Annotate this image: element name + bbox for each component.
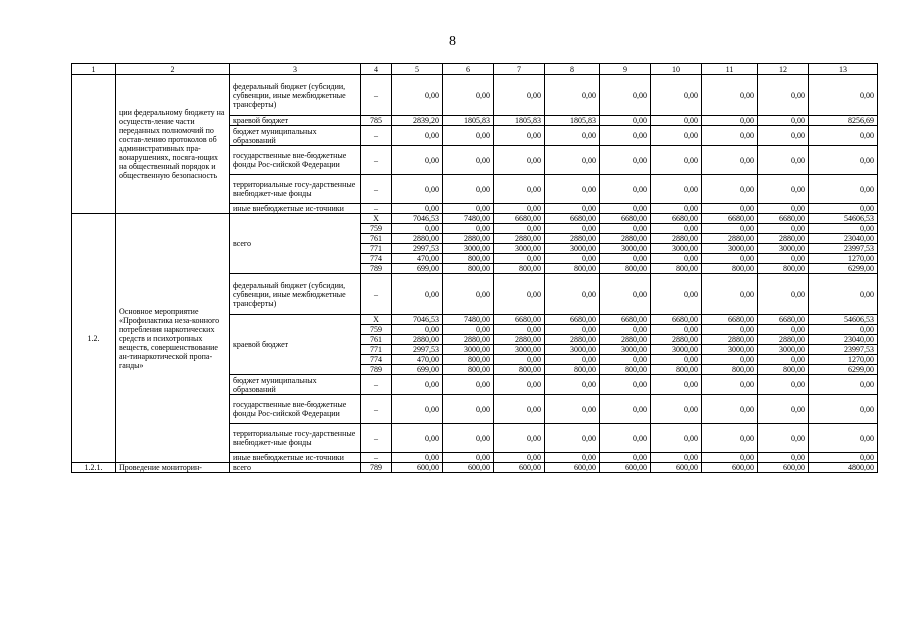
budget-code: – xyxy=(361,175,392,204)
value-cell: 0,00 xyxy=(600,325,651,335)
value-cell: 0,00 xyxy=(494,375,545,395)
value-cell: 0,00 xyxy=(702,325,758,335)
item-number: 1.2. xyxy=(72,214,116,463)
column-header: 9 xyxy=(600,64,651,75)
value-cell: 6680,00 xyxy=(651,315,702,325)
value-cell: 800,00 xyxy=(443,264,494,274)
value-cell: 800,00 xyxy=(443,355,494,365)
value-cell: 6680,00 xyxy=(545,214,600,224)
value-cell: 0,00 xyxy=(600,395,651,424)
value-cell: 0,00 xyxy=(600,453,651,463)
value-cell: 3000,00 xyxy=(702,244,758,254)
funding-source: краевой бюджет xyxy=(230,315,361,375)
value-cell: 0,00 xyxy=(545,175,600,204)
value-cell: 600,00 xyxy=(758,463,809,473)
value-cell: 0,00 xyxy=(392,424,443,453)
value-cell: 1270,00 xyxy=(809,254,878,264)
value-cell: 0,00 xyxy=(494,395,545,424)
value-cell: 2880,00 xyxy=(758,335,809,345)
value-cell: 0,00 xyxy=(758,274,809,315)
value-cell: 0,00 xyxy=(545,75,600,116)
funding-source: бюджет муниципальных образований xyxy=(230,375,361,395)
value-cell: 0,00 xyxy=(758,325,809,335)
budget-code: 761 xyxy=(361,234,392,244)
value-cell: 0,00 xyxy=(600,126,651,146)
value-cell: 600,00 xyxy=(600,463,651,473)
value-cell: 0,00 xyxy=(758,75,809,116)
value-cell: 0,00 xyxy=(758,126,809,146)
value-cell: 0,00 xyxy=(651,175,702,204)
value-cell: 0,00 xyxy=(392,395,443,424)
value-cell: 0,00 xyxy=(443,224,494,234)
value-cell: 2880,00 xyxy=(758,234,809,244)
value-cell: 0,00 xyxy=(600,175,651,204)
value-cell: 0,00 xyxy=(702,254,758,264)
value-cell: 3000,00 xyxy=(494,345,545,355)
value-cell: 6299,00 xyxy=(809,264,878,274)
measure-name: Основное мероприятие «Профилактика неза-конного потребления наркотических средств и психотропных веществ, совершенствование ан-тинаркотической пропа-ганды» xyxy=(116,214,230,463)
funding-source: иные внебюджетные ис-точники xyxy=(230,204,361,214)
value-cell: 2880,00 xyxy=(702,234,758,244)
value-cell: 600,00 xyxy=(494,463,545,473)
value-cell: 3000,00 xyxy=(600,345,651,355)
value-cell: 0,00 xyxy=(600,204,651,214)
value-cell: 0,00 xyxy=(392,126,443,146)
value-cell: 800,00 xyxy=(494,264,545,274)
value-cell: 699,00 xyxy=(392,264,443,274)
value-cell: 0,00 xyxy=(494,204,545,214)
item-number: 1.2.1. xyxy=(72,463,116,473)
value-cell: 600,00 xyxy=(392,463,443,473)
value-cell: 800,00 xyxy=(758,365,809,375)
value-cell: 0,00 xyxy=(392,274,443,315)
value-cell: 699,00 xyxy=(392,365,443,375)
value-cell: 800,00 xyxy=(600,264,651,274)
value-cell: 3000,00 xyxy=(600,244,651,254)
value-cell: 800,00 xyxy=(494,365,545,375)
value-cell: 0,00 xyxy=(392,146,443,175)
value-cell: 0,00 xyxy=(651,453,702,463)
budget-code: Х xyxy=(361,315,392,325)
value-cell: 1805,83 xyxy=(443,116,494,126)
value-cell: 6680,00 xyxy=(600,315,651,325)
value-cell: 0,00 xyxy=(494,424,545,453)
value-cell: 0,00 xyxy=(494,274,545,315)
value-cell: 0,00 xyxy=(545,274,600,315)
value-cell: 6680,00 xyxy=(494,214,545,224)
value-cell: 0,00 xyxy=(494,146,545,175)
value-cell: 2880,00 xyxy=(600,335,651,345)
value-cell: 0,00 xyxy=(600,355,651,365)
item-number xyxy=(72,75,116,214)
value-cell: 0,00 xyxy=(651,274,702,315)
value-cell: 2997,53 xyxy=(392,345,443,355)
value-cell: 0,00 xyxy=(809,146,878,175)
table-row xyxy=(72,214,878,224)
value-cell: 0,00 xyxy=(545,355,600,365)
budget-code: 759 xyxy=(361,224,392,234)
value-cell: 2880,00 xyxy=(443,335,494,345)
value-cell: 0,00 xyxy=(809,175,878,204)
value-cell: 0,00 xyxy=(494,453,545,463)
value-cell: 0,00 xyxy=(702,146,758,175)
value-cell: 0,00 xyxy=(600,116,651,126)
value-cell: 600,00 xyxy=(651,463,702,473)
value-cell: 0,00 xyxy=(702,204,758,214)
value-cell: 0,00 xyxy=(392,453,443,463)
value-cell: 0,00 xyxy=(392,375,443,395)
budget-code: – xyxy=(361,424,392,453)
column-header: 10 xyxy=(651,64,702,75)
budget-code: Х xyxy=(361,214,392,224)
value-cell: 0,00 xyxy=(600,75,651,116)
value-cell: 6680,00 xyxy=(651,214,702,224)
value-cell: 2880,00 xyxy=(494,335,545,345)
value-cell: 600,00 xyxy=(443,463,494,473)
value-cell: 3000,00 xyxy=(545,345,600,355)
value-cell: 2880,00 xyxy=(443,234,494,244)
budget-code: – xyxy=(361,395,392,424)
funding-source: всего xyxy=(230,463,361,473)
value-cell: 3000,00 xyxy=(443,244,494,254)
column-header: 3 xyxy=(230,64,361,75)
value-cell: 0,00 xyxy=(545,204,600,214)
value-cell: 0,00 xyxy=(651,116,702,126)
value-cell: 0,00 xyxy=(809,204,878,214)
budget-code: – xyxy=(361,146,392,175)
value-cell: 1805,83 xyxy=(494,116,545,126)
value-cell: 23040,00 xyxy=(809,234,878,244)
value-cell: 6680,00 xyxy=(702,214,758,224)
value-cell: 0,00 xyxy=(702,116,758,126)
funding-source: территориальные госу-дарственные внебюджет-ные фонды xyxy=(230,175,361,204)
value-cell: 800,00 xyxy=(758,264,809,274)
value-cell: 0,00 xyxy=(702,274,758,315)
column-header: 5 xyxy=(392,64,443,75)
value-cell: 6680,00 xyxy=(758,214,809,224)
budget-code: 789 xyxy=(361,463,392,473)
table-row xyxy=(72,463,878,473)
funding-source: территориальные госу-дарственные внебюджет-ные фонды xyxy=(230,424,361,453)
value-cell: 0,00 xyxy=(651,325,702,335)
column-header: 11 xyxy=(702,64,758,75)
budget-code: 785 xyxy=(361,116,392,126)
value-cell: 3000,00 xyxy=(443,345,494,355)
value-cell: 0,00 xyxy=(758,395,809,424)
table-row xyxy=(72,64,878,75)
column-header: 13 xyxy=(809,64,878,75)
funding-source: краевой бюджет xyxy=(230,116,361,126)
value-cell: 1805,83 xyxy=(545,116,600,126)
value-cell: 6680,00 xyxy=(702,315,758,325)
funding-source: бюджет муниципальных образований xyxy=(230,126,361,146)
value-cell: 0,00 xyxy=(758,224,809,234)
value-cell: 23997,53 xyxy=(809,244,878,254)
value-cell: 0,00 xyxy=(702,424,758,453)
value-cell: 0,00 xyxy=(809,75,878,116)
table-body xyxy=(72,64,878,473)
value-cell: 2839,20 xyxy=(392,116,443,126)
value-cell: 7046,53 xyxy=(392,315,443,325)
value-cell: 800,00 xyxy=(651,264,702,274)
value-cell: 0,00 xyxy=(545,325,600,335)
value-cell: 0,00 xyxy=(809,325,878,335)
value-cell: 23040,00 xyxy=(809,335,878,345)
value-cell: 0,00 xyxy=(651,395,702,424)
value-cell: 7480,00 xyxy=(443,214,494,224)
value-cell: 800,00 xyxy=(545,365,600,375)
value-cell: 0,00 xyxy=(545,126,600,146)
value-cell: 6680,00 xyxy=(545,315,600,325)
value-cell: 0,00 xyxy=(651,204,702,214)
value-cell: 0,00 xyxy=(651,224,702,234)
value-cell: 0,00 xyxy=(545,146,600,175)
value-cell: 3000,00 xyxy=(651,345,702,355)
measure-name: ции федеральному бюджету на осуществ-ление части переданных полномочий по состав-лению протоколов об административных пра-вонарушениях, посяга-ющих на общественный порядок и общественную безопасность xyxy=(116,75,230,214)
value-cell: 0,00 xyxy=(443,453,494,463)
value-cell: 0,00 xyxy=(809,453,878,463)
value-cell: 2880,00 xyxy=(651,234,702,244)
value-cell: 3000,00 xyxy=(545,244,600,254)
value-cell: 0,00 xyxy=(494,254,545,264)
budget-code: – xyxy=(361,375,392,395)
value-cell: 0,00 xyxy=(651,146,702,175)
budget-code: 774 xyxy=(361,254,392,264)
value-cell: 800,00 xyxy=(702,365,758,375)
value-cell: 0,00 xyxy=(702,355,758,365)
value-cell: 2997,53 xyxy=(392,244,443,254)
budget-code: – xyxy=(361,126,392,146)
budget-code: 789 xyxy=(361,365,392,375)
value-cell: 0,00 xyxy=(545,453,600,463)
value-cell: 3000,00 xyxy=(758,345,809,355)
value-cell: 800,00 xyxy=(651,365,702,375)
value-cell: 0,00 xyxy=(651,375,702,395)
value-cell: 0,00 xyxy=(758,116,809,126)
table-row xyxy=(72,75,878,116)
value-cell: 0,00 xyxy=(443,146,494,175)
value-cell: 2880,00 xyxy=(600,234,651,244)
value-cell: 0,00 xyxy=(809,395,878,424)
value-cell: 0,00 xyxy=(600,146,651,175)
value-cell: 54606,53 xyxy=(809,315,878,325)
column-header: 8 xyxy=(545,64,600,75)
value-cell: 2880,00 xyxy=(494,234,545,244)
budget-table xyxy=(71,63,878,473)
value-cell: 2880,00 xyxy=(545,234,600,244)
value-cell: 0,00 xyxy=(702,224,758,234)
budget-code: 771 xyxy=(361,244,392,254)
column-header: 6 xyxy=(443,64,494,75)
budget-code: 789 xyxy=(361,264,392,274)
budget-code: 774 xyxy=(361,355,392,365)
value-cell: 0,00 xyxy=(758,254,809,264)
value-cell: 800,00 xyxy=(702,264,758,274)
value-cell: 0,00 xyxy=(702,175,758,204)
value-cell: 0,00 xyxy=(809,424,878,453)
value-cell: 0,00 xyxy=(545,224,600,234)
value-cell: 0,00 xyxy=(494,75,545,116)
value-cell: 0,00 xyxy=(758,175,809,204)
value-cell: 0,00 xyxy=(600,424,651,453)
value-cell: 0,00 xyxy=(494,175,545,204)
value-cell: 0,00 xyxy=(494,224,545,234)
value-cell: 0,00 xyxy=(702,126,758,146)
value-cell: 0,00 xyxy=(651,424,702,453)
funding-source: государственные вне-бюджетные фонды Рос-сийской Федерации xyxy=(230,395,361,424)
value-cell: 7480,00 xyxy=(443,315,494,325)
value-cell: 0,00 xyxy=(809,126,878,146)
value-cell: 3000,00 xyxy=(494,244,545,254)
value-cell: 0,00 xyxy=(809,375,878,395)
value-cell: 800,00 xyxy=(443,254,494,264)
column-header: 7 xyxy=(494,64,545,75)
value-cell: 800,00 xyxy=(443,365,494,375)
value-cell: 0,00 xyxy=(494,325,545,335)
value-cell: 0,00 xyxy=(443,325,494,335)
value-cell: 0,00 xyxy=(651,355,702,365)
value-cell: 0,00 xyxy=(443,375,494,395)
value-cell: 0,00 xyxy=(443,75,494,116)
column-header: 4 xyxy=(361,64,392,75)
value-cell: 600,00 xyxy=(702,463,758,473)
value-cell: 0,00 xyxy=(392,204,443,214)
budget-code: – xyxy=(361,274,392,315)
value-cell: 800,00 xyxy=(600,365,651,375)
value-cell: 0,00 xyxy=(443,274,494,315)
value-cell: 0,00 xyxy=(651,75,702,116)
value-cell: 0,00 xyxy=(600,254,651,264)
value-cell: 0,00 xyxy=(443,424,494,453)
value-cell: 6680,00 xyxy=(494,315,545,325)
value-cell: 0,00 xyxy=(494,355,545,365)
value-cell: 6680,00 xyxy=(600,214,651,224)
value-cell: 0,00 xyxy=(392,325,443,335)
value-cell: 470,00 xyxy=(392,355,443,365)
value-cell: 470,00 xyxy=(392,254,443,264)
budget-code: 759 xyxy=(361,325,392,335)
value-cell: 23997,53 xyxy=(809,345,878,355)
value-cell: 0,00 xyxy=(702,75,758,116)
value-cell: 0,00 xyxy=(702,375,758,395)
value-cell: 0,00 xyxy=(545,375,600,395)
column-header: 12 xyxy=(758,64,809,75)
budget-code: 761 xyxy=(361,335,392,345)
funding-source: всего xyxy=(230,214,361,274)
value-cell: 0,00 xyxy=(758,204,809,214)
value-cell: 0,00 xyxy=(702,395,758,424)
measure-name: Проведение мониторин- xyxy=(116,463,230,473)
value-cell: 8256,69 xyxy=(809,116,878,126)
budget-code: – xyxy=(361,204,392,214)
value-cell: 0,00 xyxy=(600,375,651,395)
value-cell: 2880,00 xyxy=(545,335,600,345)
value-cell: 3000,00 xyxy=(702,345,758,355)
value-cell: 0,00 xyxy=(651,126,702,146)
value-cell: 0,00 xyxy=(392,224,443,234)
value-cell: 0,00 xyxy=(545,424,600,453)
value-cell: 54606,53 xyxy=(809,214,878,224)
value-cell: 0,00 xyxy=(443,395,494,424)
budget-code: – xyxy=(361,75,392,116)
value-cell: 0,00 xyxy=(545,254,600,264)
value-cell: 2880,00 xyxy=(651,335,702,345)
value-cell: 6299,00 xyxy=(809,365,878,375)
value-cell: 0,00 xyxy=(651,254,702,264)
column-header: 2 xyxy=(116,64,230,75)
value-cell: 0,00 xyxy=(809,274,878,315)
funding-source: федеральный бюджет (субсидии, субвенции, иные межбюджетные трансферты) xyxy=(230,274,361,315)
value-cell: 1270,00 xyxy=(809,355,878,365)
value-cell: 0,00 xyxy=(809,224,878,234)
budget-code: – xyxy=(361,453,392,463)
value-cell: 0,00 xyxy=(392,75,443,116)
budget-code: 771 xyxy=(361,345,392,355)
page-number: 8 xyxy=(449,34,456,49)
value-cell: 0,00 xyxy=(443,175,494,204)
value-cell: 4800,00 xyxy=(809,463,878,473)
value-cell: 0,00 xyxy=(600,274,651,315)
value-cell: 3000,00 xyxy=(651,244,702,254)
funding-source: федеральный бюджет (субсидии, субвенции, иные межбюджетные трансферты) xyxy=(230,75,361,116)
value-cell: 0,00 xyxy=(758,355,809,365)
value-cell: 7046,53 xyxy=(392,214,443,224)
value-cell: 600,00 xyxy=(545,463,600,473)
value-cell: 0,00 xyxy=(494,126,545,146)
value-cell: 3000,00 xyxy=(758,244,809,254)
column-header: 1 xyxy=(72,64,116,75)
value-cell: 2880,00 xyxy=(392,234,443,244)
value-cell: 0,00 xyxy=(443,204,494,214)
value-cell: 0,00 xyxy=(758,146,809,175)
value-cell: 6680,00 xyxy=(758,315,809,325)
value-cell: 800,00 xyxy=(545,264,600,274)
value-cell: 0,00 xyxy=(702,453,758,463)
value-cell: 2880,00 xyxy=(392,335,443,345)
value-cell: 0,00 xyxy=(758,375,809,395)
value-cell: 0,00 xyxy=(443,126,494,146)
value-cell: 0,00 xyxy=(600,224,651,234)
value-cell: 2880,00 xyxy=(702,335,758,345)
value-cell: 0,00 xyxy=(758,424,809,453)
value-cell: 0,00 xyxy=(392,175,443,204)
value-cell: 0,00 xyxy=(758,453,809,463)
funding-source: иные внебюджетные ис-точники xyxy=(230,453,361,463)
funding-source: государственные вне-бюджетные фонды Рос-сийской Федерации xyxy=(230,146,361,175)
value-cell: 0,00 xyxy=(545,395,600,424)
